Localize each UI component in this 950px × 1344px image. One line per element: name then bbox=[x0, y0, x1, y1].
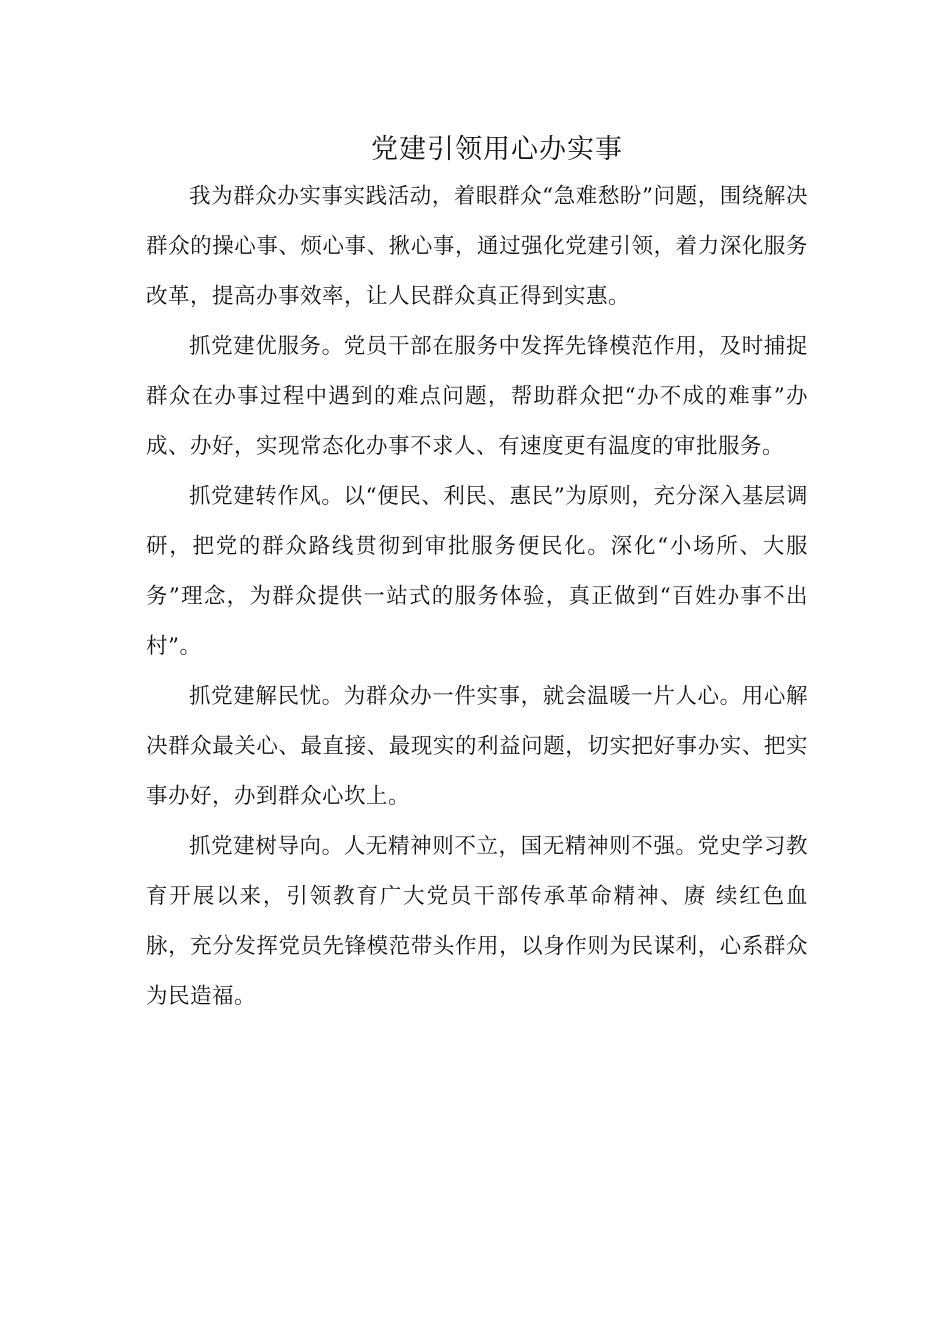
paragraph-style: 抓党建转作风。以“便民、利民、惠民”为原则，充分深入基层调研，把党的群众路线贯彻到审批服务便民化。深化“小场所、大服务”理念，为群众提供一站式的服务体验，真正做到“百姓办事不出村”。 bbox=[146, 484, 808, 659]
paragraph-service: 抓党建优服务。党员干部在服务中发挥先锋模范作用，及时捕捉群众在办事过程中遇到的难点问题，帮助群众把“办不成的难事”办成、办好，实现常态化办事不求人、有速度更有温度的审批服务。 bbox=[146, 334, 808, 459]
document-title: 党建引领用心办实事 bbox=[371, 134, 623, 165]
paragraph-concerns: 抓党建解民忧。为群众办一件实事，就会温暖一片人心。用心解决群众最关心、最直接、最现实的利益问题，切实把好事办实、把实事办好，办到群众心坎上。 bbox=[146, 684, 808, 809]
paragraph-intro: 我为群众办实事实践活动，着眼群众“急难愁盼”问题，围绕解决群众的操心事、烦心事、揪心事，通过强化党建引领，着力深化服务改革，提高办事效率，让人民群众真正得到实惠。 bbox=[146, 184, 808, 309]
paragraph-guidance: 抓党建树导向。人无精神则不立，国无精神则不强。党史学习教育开展以来，引领教育广大党员干部传承革命精神、赓 续红色血脉，充分发挥党员先锋模范带头作用，以身作则为民谋利，心系群众为民造福。 bbox=[146, 834, 808, 1009]
document-page bbox=[146, 120, 808, 1022]
